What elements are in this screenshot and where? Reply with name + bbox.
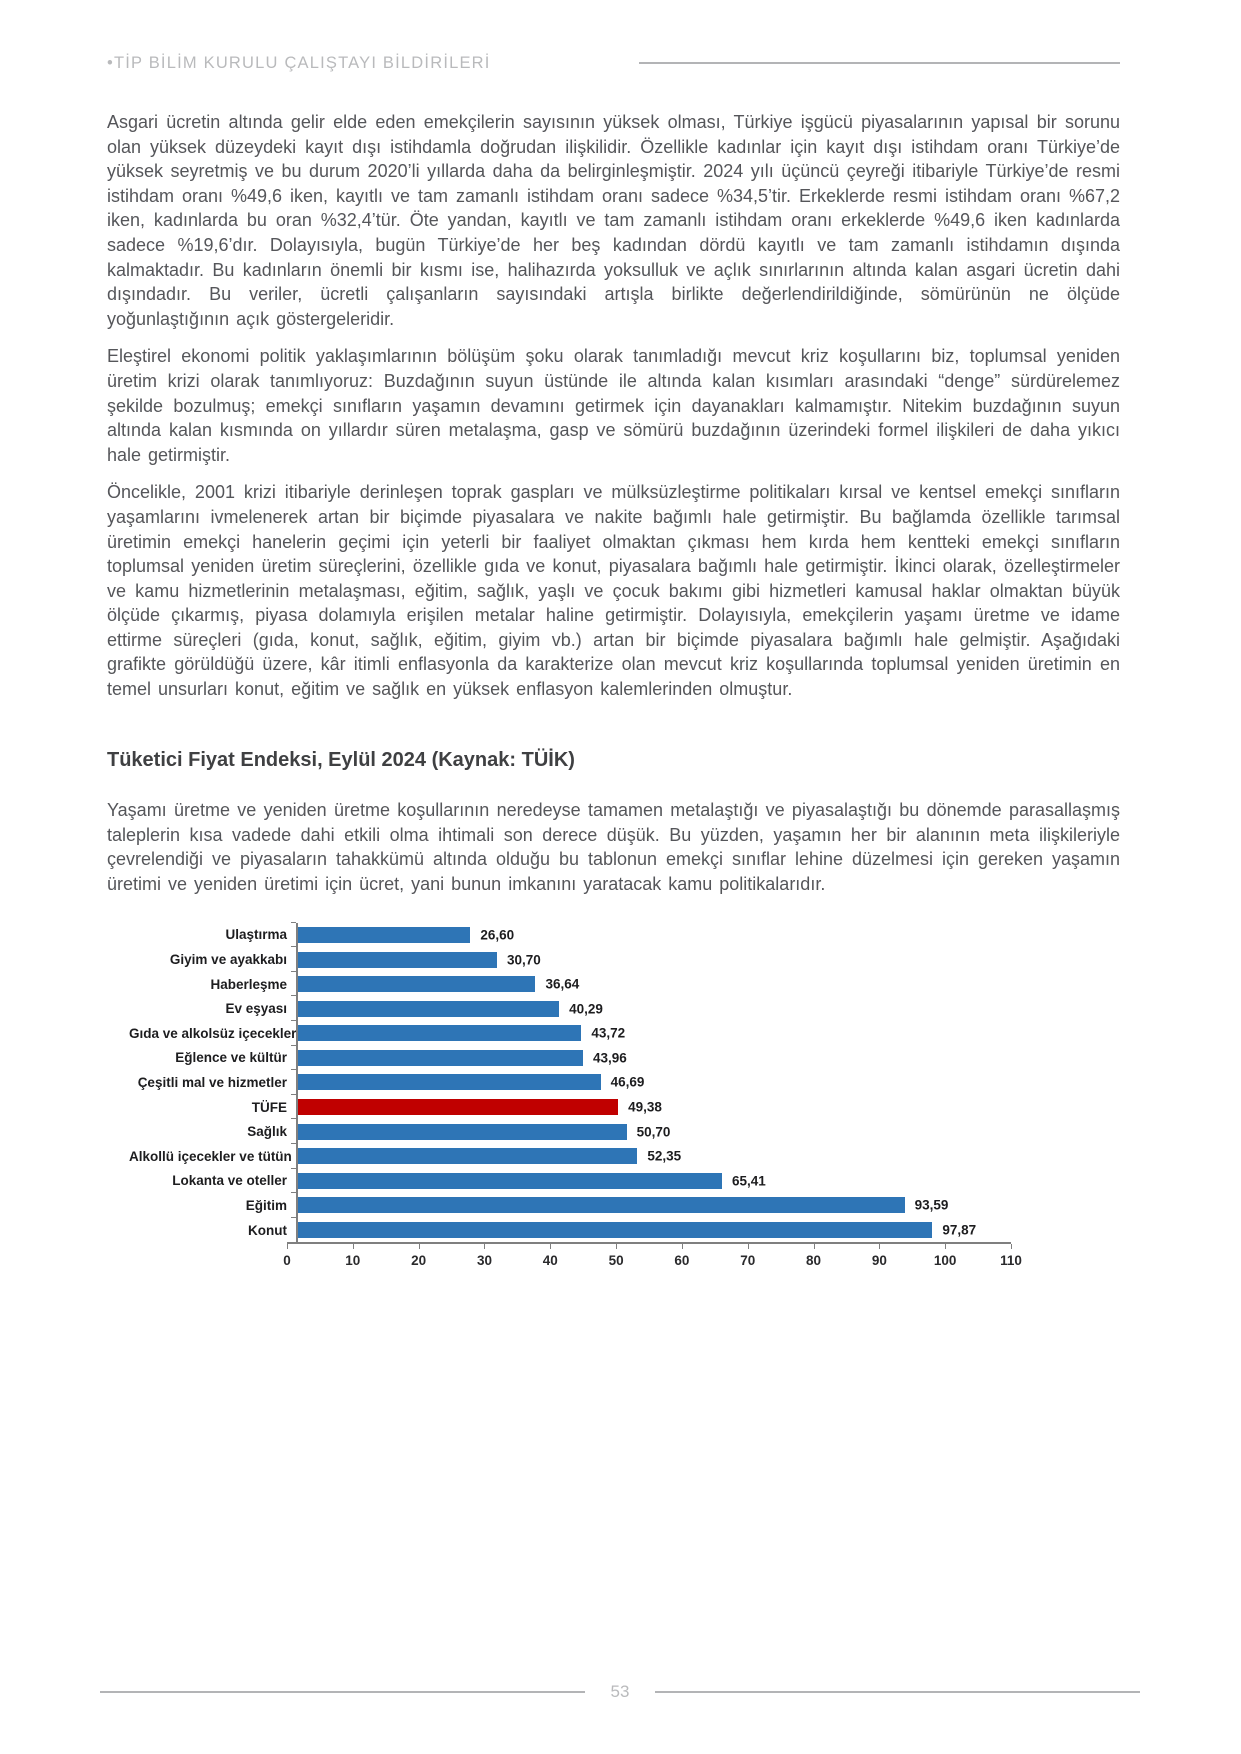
- x-axis-tick: [353, 1244, 354, 1249]
- chart-bar: [298, 1001, 559, 1017]
- chart-category-label: Gıda ve alkolsüz içecekler: [129, 1025, 297, 1041]
- x-axis-tick-label: 10: [345, 1253, 361, 1269]
- chart-bar: [298, 1050, 583, 1066]
- article-body: [107, 110, 1120, 897]
- chart-value-label: 43,72: [591, 1025, 626, 1041]
- paragraph-4: Yaşamı üretme ve yeniden üretme koşullarının neredeyse tamamen metalaştığı ve piyasalaştığı bu dönemde parasallaşmış taleplerin kısa vadede dahi etkili olma ihtimali son derece düşük. Bu yüzden, yaşamın her bir alanının meta ilişkileriyle çevrelendiği ve piyasaların tahakkümü altında olduğu bu tablonun emekçi sınıflar lehine düzelmesi için gereken yaşamın üretimi ve yeniden üretimi için ücret, yani bunun imkanını yaratacak kamu politikalarıdır.: [107, 800, 1120, 895]
- x-axis-tick: [616, 1244, 617, 1249]
- chart-plot-track: [296, 1218, 1011, 1243]
- x-axis-tick-label: 50: [608, 1253, 624, 1269]
- x-axis-tick-label: 30: [476, 1253, 492, 1269]
- footer-rule-right: [655, 1691, 1140, 1693]
- chart-value-label: 30,70: [506, 952, 541, 968]
- chart-bar: [298, 1025, 581, 1041]
- page-footer: [100, 1682, 1140, 1702]
- x-axis-tick-label: 100: [933, 1253, 957, 1269]
- chart-value-label: 40,29: [569, 1001, 603, 1017]
- chart-category-label: Eğitim: [245, 1197, 287, 1213]
- chart-category-label: Sağlık: [247, 1124, 287, 1140]
- chart-plot-track: [296, 1070, 1011, 1095]
- chart-plot-track: [296, 972, 1011, 997]
- paragraph-3: Öncelikle, 2001 krizi itibariyle derinleşen toprak gaspları ve mülksüzleştirme politikaları kırsal ve kentsel emekçi sınıfların yaşamlarını ivmelenerek artan bir biçimde piyasalara ve nakite bağımlı hale getirmiştir. Bu bağlamda özellikle tarımsal üretimin emekçi hanelerin geçimi için yeterli bir faaliyet olmaktan çıkması hem kırda hem kentteki emekçi sınıfların toplumsal yeniden üretim süreçlerini, özellikle gıda ve konut, piyasalara bağımlı hale getirmiştir. İkinci olarak, özelleştirmeler ve kamu hizmetlerinin metalaşması, eğitim, sağlık, yaşlı ve çocuk bakımı gibi hizmetleri kamusal haklar olmaktan büyük ölçüde çıkarmış, piyasa dolamıyla erişilen metalar haline getirmiştir. Dolayısıyla, emekçilerin yaşamı üretme ve idame ettirme süreçleri (gıda, konut, sağlık, eğitim, giyim vb.) artan bir biçimde piyasalara bağımlı hale gelmiştir. Aşağıdaki grafikte görüldüğü üzere, kâr itimli enflasyonla da karakterize olan mevcut kriz koşullarında toplumsal yeniden üretimin en temel unsurları konut, eğitim ve sağlık en yüksek enflasyon kalemlerinden olmuştur.: [107, 482, 1120, 700]
- x-axis-tick: [945, 1244, 946, 1249]
- chart-value-label: 36,64: [545, 976, 580, 992]
- chart-value-label: 26,60: [480, 927, 515, 943]
- header-rule: [639, 62, 1120, 64]
- x-axis-tick: [287, 1244, 288, 1249]
- chart-category-label: Giyim ve ayakkabı: [169, 952, 287, 968]
- chart-category-label: Eğlence ve kültür: [175, 1050, 287, 1066]
- x-axis-tick-label: 80: [806, 1253, 822, 1269]
- chart-plot-track: [296, 1193, 1011, 1218]
- x-axis-tick: [879, 1244, 880, 1249]
- chart-value-label: 93,59: [914, 1197, 949, 1213]
- chart-value-label: 46,69: [610, 1074, 645, 1090]
- chart-row: [129, 1218, 1011, 1243]
- chart-row: [129, 972, 1011, 997]
- chart-section-heading: Tüketici Fiyat Endeksi, Eylül 2024 (Kaynak: TÜİK): [107, 748, 575, 771]
- chart-row: [129, 996, 1011, 1021]
- chart-rows: [129, 923, 1011, 1243]
- chart-category-label: Konut: [248, 1222, 287, 1238]
- chart-bar: [298, 952, 497, 968]
- chart-bar: [298, 1148, 637, 1164]
- chart-value-label: 43,96: [592, 1050, 627, 1066]
- x-axis-tick: [682, 1244, 683, 1249]
- x-axis-tick: [419, 1244, 420, 1249]
- x-axis-tick: [814, 1244, 815, 1249]
- x-axis-tick: [484, 1244, 485, 1249]
- chart-plot-track: [296, 1046, 1011, 1071]
- chart-value-label: 65,41: [731, 1173, 766, 1189]
- chart-value-label: 49,38: [628, 1099, 662, 1115]
- chart-plot-track: [296, 947, 1011, 972]
- chart-plot-track: [296, 1169, 1011, 1194]
- chart-row: [129, 923, 1011, 948]
- chart-bar: [298, 1099, 618, 1115]
- chart-row: [129, 1119, 1011, 1144]
- x-axis-tick: [1011, 1244, 1012, 1249]
- chart-row: [129, 947, 1011, 972]
- chart-bar: [298, 1074, 601, 1090]
- page-header: [107, 52, 1120, 74]
- chart-value-label: 50,70: [636, 1124, 671, 1140]
- chart-plot-track: [296, 1144, 1011, 1169]
- chart-category-label: Ev eşyası: [225, 1001, 287, 1017]
- chart-value-label: 52,35: [647, 1148, 682, 1164]
- chart-row: [129, 1169, 1011, 1194]
- chart-value-label: 97,87: [942, 1222, 977, 1238]
- x-axis-tick-label: 60: [674, 1253, 690, 1269]
- x-axis-tick: [748, 1244, 749, 1249]
- chart-row: [129, 1046, 1011, 1071]
- x-axis-tick: [550, 1244, 551, 1249]
- x-axis-tick-label: 90: [871, 1253, 887, 1269]
- chart-bar: [298, 1173, 722, 1189]
- footer-rule-left: [100, 1691, 585, 1693]
- chart-bar: [298, 1197, 905, 1213]
- chart-plot-track: [296, 923, 1011, 948]
- x-axis-tick-label: 110: [1000, 1253, 1022, 1269]
- x-axis-tick-label: 40: [542, 1253, 558, 1269]
- chart-row: [129, 1095, 1011, 1120]
- chart-row: [129, 1193, 1011, 1218]
- header-title: •TİP BİLİM KURULU ÇALIŞTAYI BİLDİRİLERİ: [107, 53, 491, 72]
- chart-bar: [298, 976, 535, 992]
- chart-category-label: Lokanta ve oteller: [172, 1173, 287, 1189]
- chart-bar: [298, 927, 470, 943]
- paragraph-2: Eleştirel ekonomi politik yaklaşımlarının bölüşüm şoku olarak tanımladığı mevcut kriz koşullarını biz, toplumsal yeniden üretim krizi olarak tanımlıyoruz: Buzdağının suyun üstünde ile altında kalan kısımları arasındaki “denge” sürdürelemez şekilde bozulmuş; emekçi sınıfların yaşamın devamını getirmek için dayanakları kalmamıştır. Nitekim buzdağının suyun altında kalan kısmında on yıllardır süren metalaşma, gasp ve sömürü buzdağının üzerindeki formel ilişkileri de daha yıkıcı hale getirmiştir.: [107, 346, 1120, 465]
- chart-bar: [298, 1222, 932, 1238]
- chart-plot-track: [296, 996, 1011, 1021]
- chart-row: [129, 1144, 1011, 1169]
- chart-plot-track: [296, 1095, 1011, 1120]
- page-number: 53: [610, 1682, 630, 1701]
- chart-category-label: Çeşitli mal ve hizmetler: [137, 1074, 287, 1090]
- x-axis-tick-label: 20: [411, 1253, 427, 1269]
- chart-category-label: Alkollü içecekler ve tütün: [129, 1148, 292, 1164]
- chart-x-axis: [283, 1242, 1022, 1278]
- paragraph-1: Asgari ücretin altında gelir elde eden emekçilerin sayısının yüksek olması, Türkiye işgücü piyasalarının yapısal bir sorunu olan yüksek düzeydeki kayıt dışı istihdamla doğrudan ilişkilidir. Özellikle kadınlar için kayıt dışı istihdam oranı Türkiye’de yüksek seyretmiş ve bu durum 2020’li yıllarda daha da belirginleşmiştir. 2024 yılı üçüncü çeyreği itibariyle Türkiye’de resmi istihdam oranı %49,6 iken, kayıtlı ve tam zamanlı istihdam oranı sadece %34,5’tir. Erkeklerde resmi istihdam oranı %67,2 iken, kadınlarda bu oran %32,4’tür. Öte yandan, kayıtlı ve tam zamanlı istihdam oranı erkeklerde %49,6 iken kadınlarda sadece %19,6’dır. Dolayısıyla, bugün Türkiye’de her beş kadından dördü kayıtlı ve tam zamanlı istihdamın dışında kalmaktadır. Bu kadınların önemli bir kısmı ise, halihazırda yoksulluk ve açlık sınırlarının altında kalan asgari ücretin dahi dışındadır. Bu veriler, ücretli çalışanların sayısındaki artışla birlikte değerlendirildiğinde, sömürünün ne ölçüde yoğunlaştığının açık göstergeleridir.: [107, 112, 1120, 329]
- chart-category-label: TÜFE: [251, 1099, 287, 1115]
- chart-row: [129, 1021, 1011, 1046]
- chart-row: [129, 1070, 1011, 1095]
- chart-category-label: Haberleşme: [210, 976, 287, 992]
- chart-bar: [298, 1124, 627, 1140]
- chart-plot-track: [296, 1119, 1011, 1144]
- chart-category-label: Ulaştırma: [225, 927, 287, 943]
- x-axis-tick-label: 0: [283, 1253, 291, 1269]
- x-axis-tick-label: 70: [740, 1253, 756, 1269]
- chart-plot-track: [296, 1021, 1011, 1046]
- cpi-bar-chart: [129, 923, 1022, 1279]
